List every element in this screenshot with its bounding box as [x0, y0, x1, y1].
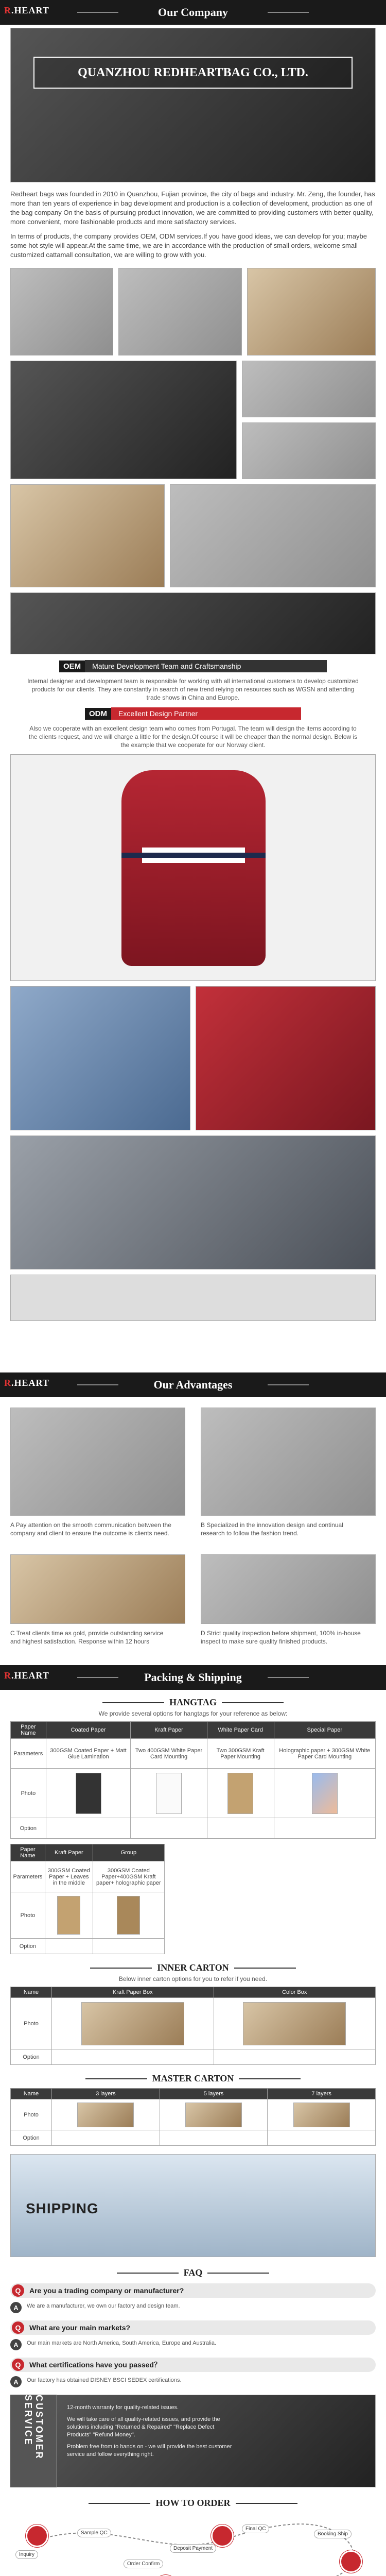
advantage-photo-d [201, 1554, 376, 1624]
hangtag-table: Paper Name Coated Paper Kraft Paper White Paper Card Special Paper Parameters 300GSM Coated Paper + Matt Glue Lamination Two 400GSM White Paper Card Mounting Two 300GSM Kraft Paper Mounting Holographic paper + 300GSM White Paper Card Mounting Photo Option [10, 1721, 376, 1839]
inner-carton-desc: Below inner carton options for you to refer if you need. [118, 1975, 268, 1982]
advantage-text-d: D Strict quality inspection before shipment, 100% in-house inspect to make sure quality finished products. [201, 1630, 361, 1645]
master-carton-table: Name 3 layers 5 layers 7 layers Photo Option [10, 2088, 376, 2146]
carton-7-layers-photo [293, 2103, 350, 2127]
section-title: Our Company [158, 6, 228, 19]
hangtag-section [0, 1690, 386, 1954]
service-point: Problem free from to hands on - we will provide the best customer service and follow everything right. [67, 2444, 232, 2458]
carton-5-layers-photo [185, 2103, 242, 2127]
backpack-photo [10, 754, 376, 981]
section-header-company [0, 0, 386, 25]
inner-carton-table: Name Kraft Paper Box Color Box Photo Option [10, 1987, 376, 2065]
detail-photo-2 [196, 986, 376, 1130]
shipping-banner [10, 2154, 376, 2262]
section-header-packing [0, 1665, 386, 1690]
factory-collage [0, 268, 386, 659]
carton-3-layers-photo [77, 2103, 134, 2127]
intro-text-2: In terms of products, the company provides OEM, ODM services.If you have good ideas, we can develop for you; maybe some hot style will appear.At the same time, we are in accordance with the production of small orders, welcome small customized cattamall consultation, we are willing to grow with you. [10, 232, 367, 259]
inner-carton-section [0, 1954, 386, 2065]
section-header-advantages [0, 1372, 386, 1397]
customer-service-block [10, 2395, 376, 2493]
office-photo [10, 268, 113, 355]
section-title: Our Advantages [153, 1378, 233, 1391]
faq-question: Q Are you a trading company or manufacturer? [10, 2283, 376, 2298]
order-step: Sample QC [77, 2529, 111, 2537]
hangtag-group-photo [117, 1896, 140, 1935]
oem-title-bar: OEM Mature Development Team and Craftsmanship [59, 659, 327, 673]
brand-logo: R.HEART [4, 5, 49, 15]
brand-logo: R.HEART [4, 1670, 49, 1681]
order-step-icon [340, 2550, 362, 2573]
service-point: 12-month warranty for quality-related issues. [67, 2404, 179, 2411]
order-title: HOW TO ORDER [10, 2498, 376, 2509]
oem-block [0, 659, 386, 749]
exhibition-photo [10, 592, 376, 654]
advantage-text-a: A Pay attention on the smooth communication between the company and client to ensure the outcome is clients need. [10, 1521, 171, 1537]
master-carton-title: MASTER CARTON [10, 2073, 376, 2084]
advantage-photo-c [10, 1554, 185, 1624]
order-step: Inquiry [15, 2550, 38, 2559]
hangtag-special-photo [312, 1773, 338, 1814]
inner-carton-title: INNER CARTON [10, 1962, 376, 1973]
faq-question: Q What are your main markets? [10, 2320, 376, 2335]
brand-strip-photo [10, 1275, 376, 1321]
design-example-gallery [0, 754, 386, 1372]
shipping-label: SHIPPING [26, 2200, 99, 2216]
collection-photo [10, 1136, 376, 1269]
sample-room-photo [170, 484, 376, 587]
faq-answer: A We are a manufacturer, we own our factory and design team. [10, 2302, 376, 2313]
advantage-photo-a [10, 1408, 185, 1516]
hangtag-kraft-photo [156, 1773, 182, 1814]
order-step-icon [211, 2524, 234, 2547]
hangtag-card-photo [227, 1773, 253, 1814]
showroom-photo [247, 268, 376, 355]
order-step: Order Confirm [124, 2560, 163, 2568]
odm-title-bar: ODM Excellent Design Partner [85, 707, 301, 720]
order-step: Final QC [242, 2524, 269, 2533]
warehouse-photo [242, 422, 376, 479]
faq-answer: A Our factory has obtained DISNEY BSCI SEDEX certifications. [10, 2376, 376, 2387]
advantages-grid [0, 1397, 386, 1665]
section-title: Packing & Shipping [144, 1671, 242, 1684]
faq-section [0, 2262, 386, 2387]
order-step: Booking Ship [314, 2530, 352, 2538]
faq-question: Q What certifications have you passed？ [10, 2358, 376, 2372]
company-intro [0, 188, 386, 265]
production-line-photo [10, 361, 237, 479]
detail-photo-1 [10, 986, 190, 1130]
company-name-banner: QUANZHOU REDHEARTBAG CO., LTD. [33, 57, 353, 89]
how-to-order-section [0, 2493, 386, 2576]
red-backpack [121, 770, 266, 966]
intro-text: Redheart bags was founded in 2010 in Quanzhou, Fujian province, the city of bags and industry. Mr. Zeng, the founder, has more than ten years of experience in bag development and production is a collection of development, production as one of the bag company On the basis of pursuing product innovation, we are committed to providing customers with better quality, more convenient, more fashionable products and more satisfactory services. [10, 190, 375, 226]
odm-text: Also we cooperate with an excellent design team who comes from Portugal. The team will design the items according to the clients request, and we will charge a little for the design.Of course it will be cheaper than the normal design. Below is the example that we cooperate for our Norway client. [28, 725, 358, 749]
hangtag-desc: We provide several options for hangtags for your reference as below: [98, 1710, 288, 1717]
advantage-text-b: B Specialized in the innovation design and continual research to follow the fashion trend. [201, 1521, 343, 1537]
faq-answer: A Our main markets are North America, South America, Europe and Australia. [10, 2339, 376, 2350]
faq-title: FAQ [0, 2267, 386, 2278]
order-step-icon [26, 2524, 48, 2547]
service-point: We will take care of all quality-related issues, and provide the solutions including "Returned & Repaired" "Replace Defect Products" "Refund Money". [67, 2416, 220, 2438]
oem-text: Internal designer and development team is responsible for working with all international customers to develop customized products for our clients. They are constantly in search of new trend relying on resources such as WGSN and attending trade shows in China and Europe. [27, 677, 359, 701]
workshop-photo [118, 268, 242, 355]
color-box-photo [243, 2002, 346, 2045]
company-banner [0, 28, 386, 188]
advantage-text-c: C Treat clients time as gold, provide outstanding service and highest satisfaction. Response within 12 hours [10, 1630, 164, 1645]
hangtag-table-2: Paper Name Kraft Paper Group Parameters 300GSM Coated Paper + Leaves in the middle 300GSM Coated Paper+400GSM Kraft paper+ holographic paper Photo Option [10, 1844, 165, 1954]
sewing-photo [242, 361, 376, 417]
team-photo [10, 484, 165, 587]
hangtag-title: HANGTAG [10, 1697, 376, 1708]
brand-logo: R.HEART [4, 1378, 49, 1388]
service-points [67, 2404, 237, 2459]
hangtag-leaf-photo [57, 1896, 80, 1935]
hangtag-coated-photo [76, 1773, 101, 1814]
order-step: Deposit Payment [170, 2544, 216, 2553]
master-carton-section [0, 2065, 386, 2146]
building-photo [10, 28, 376, 182]
advantage-photo-b [201, 1408, 376, 1516]
customer-service-label: CUSTOMER SERVICE [10, 2395, 57, 2487]
kraft-box-photo [81, 2002, 184, 2045]
